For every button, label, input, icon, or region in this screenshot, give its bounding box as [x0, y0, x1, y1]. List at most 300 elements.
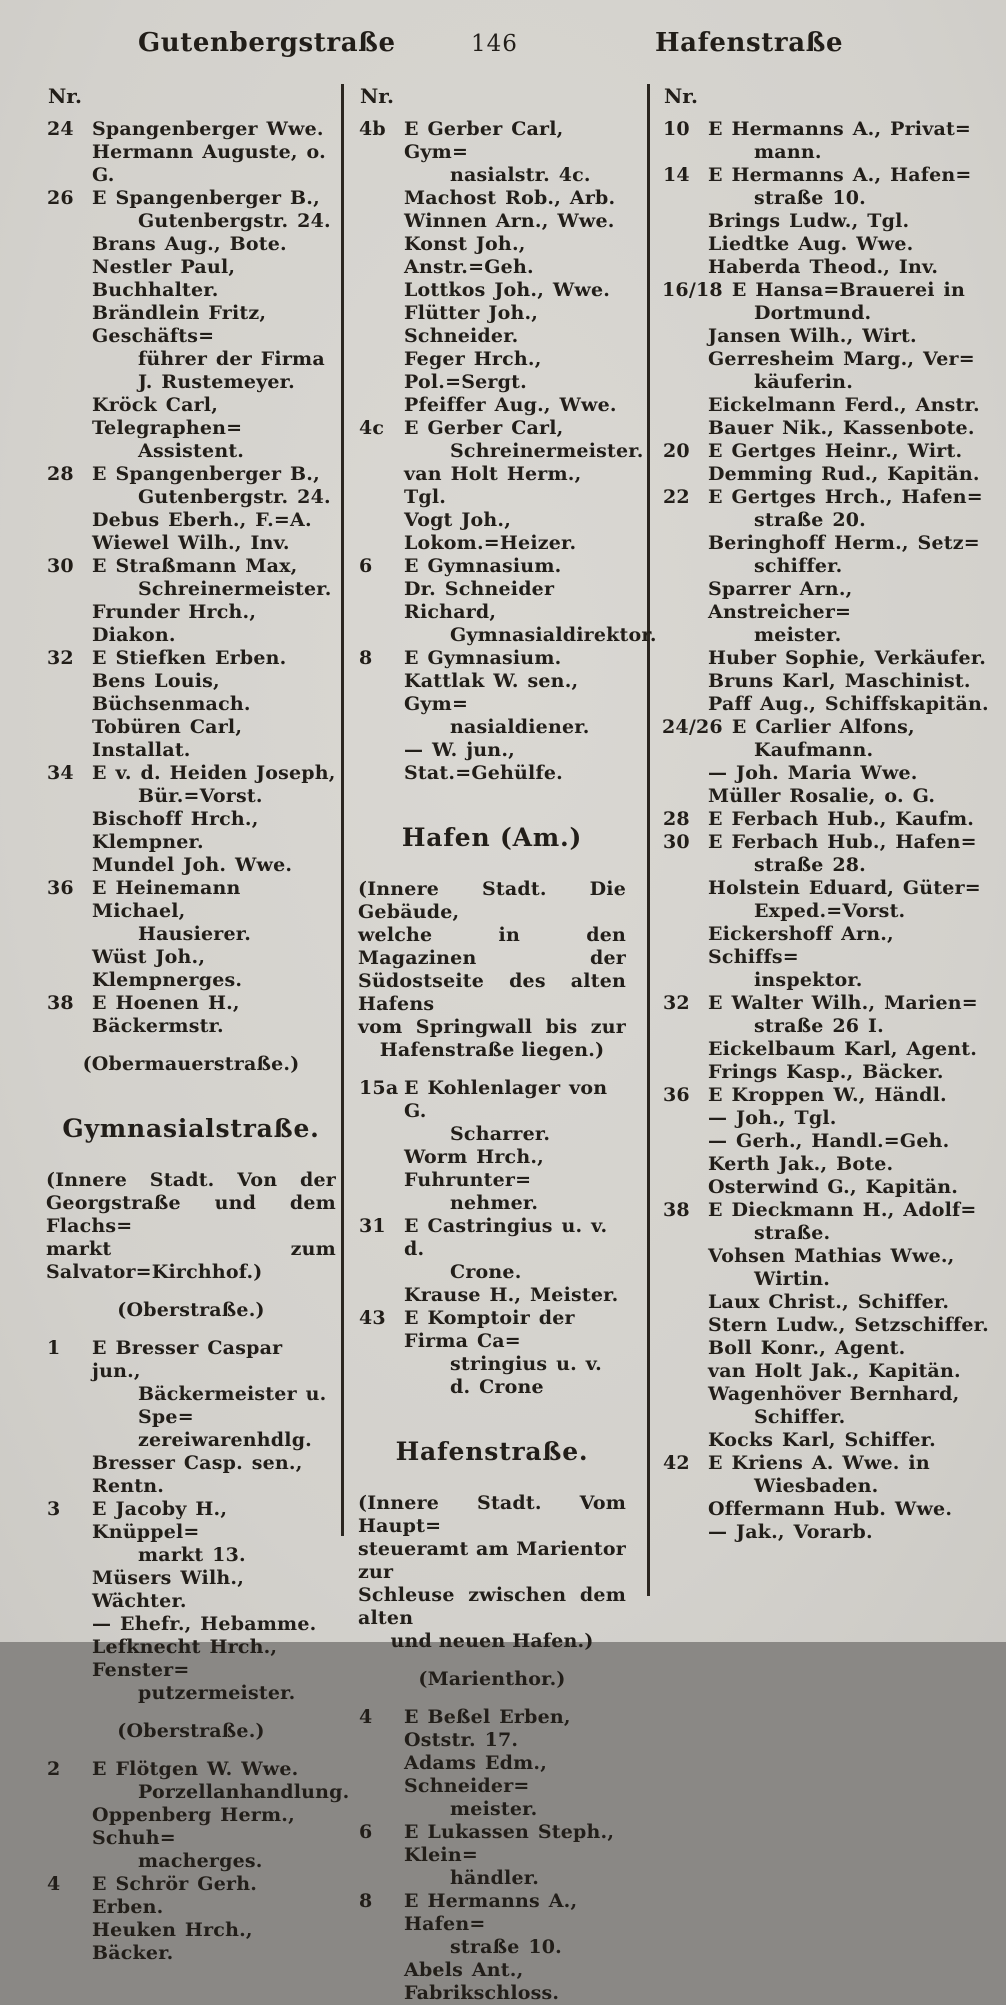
- note-line: steueramt am Marientor zur: [358, 1538, 626, 1583]
- entry-line: straße 10.: [754, 187, 866, 209]
- entry-text: E Flötgen W. Wwe.: [92, 1758, 299, 1780]
- entry-line: nehmer.: [450, 1192, 539, 1214]
- house-number: 6: [359, 1821, 373, 1843]
- house-number: 22: [663, 486, 690, 508]
- entry-line: van Holt Jak., Kapitän.: [708, 1360, 961, 1382]
- entry-line: [46, 118, 336, 141]
- entry-line: Eickershoff Arn., Schiffs=: [708, 923, 894, 968]
- house-number: 32: [663, 992, 690, 1014]
- directory-entry: [46, 1452, 336, 1498]
- directory-entry: [358, 187, 626, 210]
- directory-entry: [662, 647, 992, 670]
- directory-entry: [358, 210, 626, 233]
- house-number: 4: [47, 1873, 61, 1895]
- entry-text: E Spangenberger B.,: [92, 187, 320, 209]
- house-number: 3: [47, 1498, 61, 1520]
- directory-entry: [662, 670, 992, 693]
- directory-entry: [46, 1498, 336, 1567]
- entry-text: E Kohlenlager von G.: [404, 1077, 608, 1122]
- directory-entry: [46, 1758, 350, 1804]
- note-line: (Marienthor.): [418, 1668, 566, 1690]
- entry-line: Gutenbergstr. 24.: [138, 486, 331, 508]
- entry-line: Kröck Carl, Telegraphen=: [92, 394, 243, 439]
- directory-column-1: [46, 84, 350, 1965]
- house-number: 8: [359, 1890, 373, 1912]
- directory-entry: [358, 578, 657, 647]
- entry-text: E Gymnasium.: [404, 555, 562, 577]
- entry-line: — Joh., Tgl.: [708, 1107, 837, 1129]
- section-note: [46, 1053, 336, 1076]
- entry-line: [662, 279, 992, 302]
- directory-entry: [358, 1752, 626, 1821]
- entry-line: [358, 1890, 626, 1936]
- directory-entry: [662, 831, 992, 877]
- entry-line: nasialstr. 4c.: [450, 164, 591, 186]
- entry-line: Brans Aug., Bote.: [92, 233, 287, 255]
- street-heading: Hafen (Am.): [401, 823, 583, 852]
- entry-line: — Ehefr., Hebamme.: [92, 1613, 317, 1635]
- note-line: Südostseite des alten Hafens: [358, 970, 626, 1015]
- directory-entry: [662, 1498, 992, 1521]
- entry-line: inspektor.: [754, 969, 863, 991]
- directory-entry: [358, 417, 644, 463]
- entry-line: Oppenberg Herm., Schuh=: [92, 1804, 295, 1849]
- entry-line: [662, 486, 992, 509]
- entry-line: markt 13.: [138, 1544, 246, 1566]
- directory-entry: [662, 1429, 992, 1452]
- directory-entry: [46, 187, 336, 233]
- directory-entry: [662, 785, 992, 808]
- note-line: Schleuse zwischen dem alten: [358, 1584, 626, 1629]
- entry-line: Dortmund.: [754, 302, 872, 324]
- entry-line: straße 10.: [450, 1936, 562, 1958]
- note-line: Hafenstraße liegen.): [379, 1039, 605, 1061]
- entry-line: Nestler Paul, Buchhalter.: [92, 256, 236, 301]
- entry-line: [358, 1215, 626, 1261]
- directory-entry: [358, 348, 626, 394]
- directory-entry: [662, 1130, 992, 1153]
- entry-line: [46, 877, 336, 923]
- entry-line: [46, 1337, 336, 1383]
- house-number: 38: [663, 1199, 690, 1221]
- entry-line: Bauer Nik., Kassenbote.: [708, 417, 975, 439]
- entry-line: meister.: [450, 1798, 538, 1820]
- directory-entry: [662, 325, 992, 348]
- note-line: (Obermauerstraße.): [82, 1053, 300, 1075]
- entry-line: Porzellanhandlung.: [138, 1781, 350, 1803]
- entry-text: E Schrör Gerh. Erben.: [92, 1873, 258, 1918]
- entry-line: Lottkos Joh., Wwe.: [404, 279, 611, 301]
- nr-column-label: Nr.: [48, 84, 82, 108]
- house-number: 24: [47, 118, 74, 140]
- entry-line: Assistent.: [138, 440, 245, 462]
- note-line: vom Springwall bis zur: [358, 1016, 626, 1038]
- entry-line: [358, 1821, 626, 1867]
- directory-entry: [358, 118, 626, 187]
- house-number: 30: [663, 831, 690, 853]
- entry-line: [358, 1706, 626, 1752]
- directory-entry: [662, 1291, 992, 1314]
- directory-entry: [46, 509, 336, 532]
- house-number: 14: [663, 164, 690, 186]
- entry-line: Gerresheim Marg., Ver=: [708, 348, 975, 370]
- entry-line: Gutenbergstr. 24.: [138, 210, 331, 232]
- section-note: [46, 1720, 336, 1743]
- entry-text: E Gerber Carl, Gym=: [404, 118, 564, 163]
- entry-line: [662, 831, 992, 854]
- house-number: 2: [47, 1758, 61, 1780]
- directory-entry: [46, 1636, 336, 1705]
- entry-line: [662, 808, 992, 831]
- entry-text: E Stiefken Erben.: [92, 647, 287, 669]
- entry-text: E Castringius u. v. d.: [404, 1215, 608, 1260]
- entry-line: [662, 118, 992, 141]
- entry-line: Jansen Wilh., Wirt.: [708, 325, 917, 347]
- directory-entry: [358, 670, 626, 739]
- directory-entry: [46, 118, 336, 187]
- directory-entry: [46, 1873, 336, 1919]
- nr-column-label: Nr.: [664, 84, 698, 108]
- note-line: (Oberstraße.): [117, 1720, 265, 1742]
- entry-line: [358, 1307, 626, 1353]
- directory-entry: [662, 808, 992, 831]
- directory-entry: [46, 302, 336, 394]
- entry-line: macherges.: [138, 1850, 263, 1872]
- directory-entry: [358, 394, 626, 417]
- directory-entry: [662, 716, 992, 762]
- directory-entry: [358, 1307, 626, 1399]
- directory-entry: [662, 417, 992, 440]
- entry-line: — Gerh., Handl.=Geh.: [708, 1130, 950, 1152]
- entry-line: [358, 118, 626, 164]
- entry-line: Bür.=Vorst.: [138, 785, 263, 807]
- entry-text: E Gymnasium.: [404, 647, 562, 669]
- entry-line: Wagenhöver Bernhard,: [708, 1383, 960, 1405]
- entry-line: Stern Ludw., Setzschiffer.: [708, 1314, 989, 1336]
- entry-line: [358, 647, 626, 670]
- entry-line: Wüst Joh., Klempnerges.: [92, 946, 243, 991]
- directory-entry: [662, 164, 992, 210]
- directory-entry: [662, 877, 992, 923]
- house-number: 8: [359, 647, 373, 669]
- entry-line: Adams Edm., Schneider=: [404, 1752, 548, 1797]
- entry-text: E Hansa=Brauerei in: [731, 279, 965, 301]
- entry-line: putzermeister.: [138, 1682, 296, 1704]
- note-line: Georgstraße und dem Flachs=: [46, 1192, 336, 1237]
- entry-line: Wiesbaden.: [754, 1475, 879, 1497]
- directory-entry: [662, 992, 992, 1038]
- house-number: 31: [359, 1215, 386, 1237]
- directory-entry: [662, 440, 992, 463]
- entry-text: E Kriens A. Wwe. in: [708, 1452, 930, 1474]
- entry-line: Offermann Hub. Wwe.: [708, 1498, 953, 1520]
- house-number: 30: [47, 555, 74, 577]
- directory-entry: [662, 348, 992, 394]
- directory-entry: [662, 118, 992, 164]
- directory-entry: [358, 1959, 626, 2005]
- entry-line: Konst Joh., Anstr.=Geh.: [404, 233, 534, 278]
- entry-line: [662, 1084, 992, 1107]
- entry-text: E Gerber Carl,: [404, 417, 564, 439]
- directory-entry: [358, 1890, 626, 1959]
- entry-text: E Beßel Erben, Oststr. 17.: [404, 1706, 571, 1751]
- entry-line: [662, 716, 992, 739]
- entry-line: Wirtin.: [754, 1268, 831, 1290]
- house-number: 42: [663, 1452, 690, 1474]
- entry-line: Paff Aug., Schiffskapitän.: [708, 693, 989, 715]
- entry-line: Tobüren Carl, Installat.: [92, 716, 243, 761]
- entry-line: Bens Louis, Büchsenmach.: [92, 670, 251, 715]
- directory-entry: [46, 647, 336, 670]
- note-line: markt zum Salvator=Kirchhof.): [46, 1238, 336, 1283]
- entry-text: E Carlier Alfons,: [731, 716, 915, 738]
- street-heading: Hafenstraße.: [395, 1437, 589, 1466]
- entry-line: [662, 1452, 992, 1475]
- house-number: 4c: [359, 417, 385, 439]
- entry-line: Müller Rosalie, o. G.: [708, 785, 936, 807]
- entry-line: Schiffer.: [754, 1406, 846, 1428]
- directory-entry: [358, 509, 626, 555]
- directory-entry: [662, 486, 992, 532]
- entry-line: Crone.: [450, 1261, 522, 1283]
- entry-text: E Straßmann Max,: [92, 555, 298, 577]
- directory-entry: [662, 923, 992, 992]
- entry-line: Hermann Auguste, o. G.: [92, 141, 326, 186]
- directory-entry: [46, 394, 336, 463]
- entry-text: E Ferbach Hub., Hafen=: [708, 831, 977, 853]
- entry-text: E Jacoby H., Knüppel=: [92, 1498, 228, 1543]
- directory-entry: [46, 670, 336, 716]
- house-number: 34: [47, 762, 74, 784]
- directory-entry: [46, 1804, 336, 1873]
- entry-line: Haberda Theod., Inv.: [708, 256, 939, 278]
- entry-text: E Walter Wilh., Marien=: [708, 992, 978, 1014]
- directory-entry: [662, 1176, 992, 1199]
- entry-line: [46, 463, 336, 486]
- entry-line: Holstein Eduard, Güter=: [708, 877, 981, 899]
- entry-text: E Gertges Heinr., Wirt.: [708, 440, 963, 462]
- entry-line: käuferin.: [754, 371, 854, 393]
- house-number: 6: [359, 555, 373, 577]
- directory-entry: [662, 578, 992, 647]
- entry-line: J. Rustemeyer.: [138, 371, 295, 393]
- directory-entry: [358, 1215, 626, 1284]
- header-street-right: Hafenstraße: [655, 28, 844, 58]
- entry-line: Vohsen Mathias Wwe.,: [708, 1245, 955, 1267]
- entry-line: Schreinermeister.: [138, 578, 332, 600]
- house-number: 10: [663, 118, 690, 140]
- directory-entry: [46, 762, 336, 808]
- entry-line: Eickelmann Ferd., Anstr.: [708, 394, 980, 416]
- entry-line: Kattlak W. sen., Gym=: [404, 670, 579, 715]
- entry-text: Spangenberger Wwe.: [92, 118, 324, 140]
- directory-entry: [662, 1061, 992, 1084]
- entry-line: Dr. Schneider Richard,: [404, 578, 555, 623]
- entry-line: [46, 1873, 336, 1919]
- section-note: [46, 1299, 336, 1322]
- house-number: 32: [47, 647, 74, 669]
- house-number: 43: [359, 1307, 386, 1329]
- house-number: 28: [47, 463, 74, 485]
- entry-line: Bischoff Hrch., Klempner.: [92, 808, 259, 853]
- directory-entry: [662, 279, 992, 325]
- house-number: 15a: [359, 1077, 399, 1099]
- note-line: (Innere Stadt. Vom Haupt=: [358, 1492, 626, 1537]
- directory-entry: [358, 647, 626, 670]
- directory-entry: [662, 532, 992, 578]
- entry-line: Bäckermeister u. Spe=: [138, 1383, 327, 1428]
- entry-line: [46, 992, 336, 1038]
- directory-entry: [662, 1084, 992, 1107]
- directory-entry: [46, 1919, 336, 1965]
- entry-line: Boll Konr., Agent.: [708, 1337, 906, 1359]
- directory-column-2: [358, 84, 657, 2005]
- entry-line: händler.: [450, 1867, 540, 1889]
- directory-entry: [662, 463, 992, 486]
- entry-line: straße 20.: [754, 509, 866, 531]
- entry-line: Scharrer.: [450, 1123, 551, 1145]
- entry-line: Vogt Joh., Lokom.=Heizer.: [404, 509, 577, 554]
- entry-line: Flütter Joh., Schneider.: [404, 302, 539, 347]
- directory-entry: [358, 233, 626, 279]
- entry-line: Wiewel Wilh., Inv.: [92, 532, 290, 554]
- directory-entry: [46, 716, 336, 762]
- entry-line: Osterwind G., Kapitän.: [708, 1176, 959, 1198]
- entry-line: [662, 992, 992, 1015]
- note-line: (Innere Stadt. Die Gebäude,: [358, 878, 626, 923]
- entry-line: Kaufmann.: [754, 739, 874, 761]
- entry-line: Frunder Hrch., Diakon.: [92, 601, 257, 646]
- directory-entry: [662, 1337, 992, 1360]
- entry-line: Beringhoff Herm., Setz=: [708, 532, 980, 554]
- entry-line: Pfeiffer Aug., Wwe.: [404, 394, 617, 416]
- entry-line: straße.: [754, 1222, 831, 1244]
- entry-line: Müsers Wilh., Wächter.: [92, 1567, 245, 1612]
- entry-line: Liedtke Aug. Wwe.: [708, 233, 914, 255]
- section-note: [358, 878, 626, 1062]
- directory-entry: [358, 1146, 626, 1215]
- directory-entry: [662, 762, 992, 785]
- house-number: 4: [359, 1706, 373, 1728]
- entry-line: Feger Hrch., Pol.=Sergt.: [404, 348, 542, 393]
- house-number: 26: [47, 187, 74, 209]
- entry-line: Laux Christ., Schiffer.: [708, 1291, 950, 1313]
- house-number: 24/26: [662, 716, 723, 738]
- entry-line: nasialdiener.: [450, 716, 590, 738]
- directory-entry: [46, 555, 336, 601]
- entry-line: Gymnasialdirektor.: [450, 624, 657, 646]
- directory-entry: [662, 1383, 992, 1429]
- entry-text: E Gertges Hrch., Hafen=: [708, 486, 983, 508]
- entry-line: Kerth Jak., Bote.: [708, 1153, 894, 1175]
- entry-line: [662, 164, 992, 187]
- entry-line: Brings Ludw., Tgl.: [708, 210, 910, 232]
- section-note: [358, 1492, 626, 1653]
- entry-text: E Heinemann Michael,: [92, 877, 241, 922]
- entry-line: [46, 187, 336, 210]
- directory-entry: [662, 394, 992, 417]
- entry-line: mann.: [754, 141, 822, 163]
- directory-entry: [358, 279, 626, 302]
- house-number: 36: [663, 1084, 690, 1106]
- entry-line: — Jak., Vorarb.: [708, 1521, 873, 1543]
- note-line: und neuen Hafen.): [390, 1630, 594, 1652]
- directory-entry: [46, 463, 336, 509]
- note-line: welche in den Magazinen der: [358, 924, 626, 969]
- entry-line: Eickelbaum Karl, Agent.: [708, 1038, 978, 1060]
- entry-line: [46, 555, 336, 578]
- house-number: 36: [47, 877, 74, 899]
- entry-line: Bresser Casp. sen., Rentn.: [92, 1452, 303, 1497]
- entry-line: stringius u. v. d. Crone: [450, 1353, 602, 1398]
- entry-line: Kocks Karl, Schiffer.: [708, 1429, 936, 1451]
- directory-entry: [662, 210, 992, 233]
- house-number: 20: [663, 440, 690, 462]
- note-line: (Oberstraße.): [117, 1299, 265, 1321]
- directory-entry: [46, 601, 336, 647]
- entry-line: Heuken Hrch., Bäcker.: [92, 1919, 253, 1964]
- nr-column-label: Nr.: [360, 84, 394, 108]
- entry-line: [358, 555, 626, 578]
- directory-entry: [662, 1360, 992, 1383]
- entry-text: E Spangenberger B.,: [92, 463, 320, 485]
- entry-line: Mundel Joh. Wwe.: [92, 854, 293, 876]
- entry-line: [662, 1199, 992, 1222]
- entry-text: E Komptoir der Firma Ca=: [404, 1307, 575, 1352]
- entry-line: schiffer.: [754, 555, 843, 577]
- entry-text: E Dieckmann H., Adolf=: [708, 1199, 977, 1221]
- directory-entry: [662, 1199, 992, 1245]
- house-number: 38: [47, 992, 74, 1014]
- column-divider-1: [341, 84, 344, 1536]
- entry-text: E Ferbach Hub., Kaufm.: [708, 808, 975, 830]
- entry-line: Machost Rob., Arb.: [404, 187, 616, 209]
- directory-entry: [358, 1284, 626, 1307]
- entry-text: E v. d. Heiden Joseph,: [92, 762, 336, 784]
- entry-line: [662, 440, 992, 463]
- directory-entry: [46, 532, 336, 555]
- directory-entry: [46, 233, 336, 256]
- entry-text: E Bresser Caspar jun.,: [92, 1337, 283, 1382]
- entry-line: zereiwarenhdlg.: [138, 1429, 312, 1451]
- entry-line: [46, 1758, 336, 1781]
- section-note: [358, 1668, 626, 1691]
- directory-entry: [46, 1613, 336, 1636]
- entry-line: Frings Kasp., Bäcker.: [708, 1061, 944, 1083]
- entry-text: E Hermanns A., Privat=: [708, 118, 972, 140]
- directory-entry: [662, 1107, 992, 1130]
- house-number: 4b: [359, 118, 386, 140]
- entry-line: Winnen Arn., Wwe.: [404, 210, 615, 232]
- directory-entry: [358, 463, 626, 509]
- directory-entry: [662, 1452, 992, 1498]
- entry-line: [358, 417, 626, 440]
- entry-line: meister.: [754, 624, 842, 646]
- entry-line: Exped.=Vorst.: [754, 900, 906, 922]
- entry-text: E Lukassen Steph., Klein=: [404, 1821, 615, 1866]
- entry-line: Demming Rud., Kapitän.: [708, 463, 980, 485]
- entry-line: straße 28.: [754, 854, 866, 876]
- directory-entry: [46, 1567, 336, 1613]
- entry-line: Bruns Karl, Maschinist.: [708, 670, 971, 692]
- directory-entry: [662, 1038, 992, 1061]
- directory-entry: [662, 1314, 992, 1337]
- directory-entry: [46, 1337, 336, 1452]
- entry-text: E Hermanns A., Hafen=: [708, 164, 972, 186]
- house-number: 16/18: [662, 279, 723, 301]
- entry-text: E Hermanns A., Hafen=: [404, 1890, 578, 1935]
- directory-entry: [358, 1706, 626, 1752]
